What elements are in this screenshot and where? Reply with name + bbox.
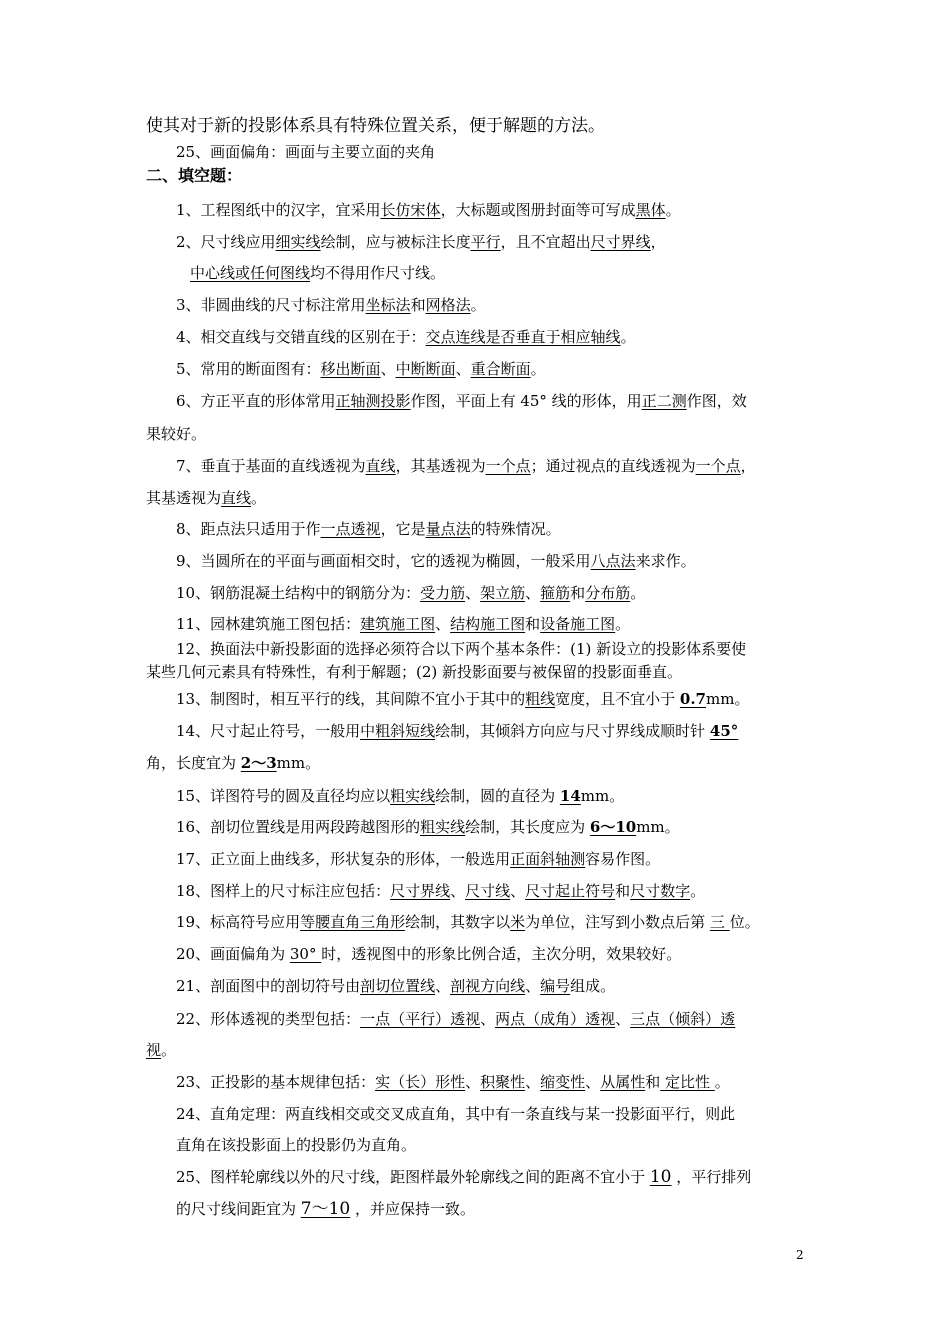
question-11: 11、园林建筑施工图包括：建筑施工图、结构施工图和设备施工图。: [176, 615, 631, 633]
question-25-line-2: 的尺寸线间距宜为 7～10 ，并应保持一致。: [176, 1199, 476, 1219]
section-title: 二、填空题：: [146, 166, 243, 185]
question-14-line-2: 角，长度宜为 2～3mm。: [146, 754, 321, 772]
question-9: 9、当圆所在的平面与画面相交时，它的透视为椭圆，一般采用八点法来求作。: [176, 552, 696, 570]
definition-25: 25、画面偏角：画面与主要立面的夹角: [176, 143, 436, 161]
question-24: 24、直角定理：两直线相交或交叉成直角，其中有一条直线与某一投影面平行，则此: [176, 1105, 736, 1123]
question-23: 23、正投影的基本规律包括：实（长）形性、积聚性、缩变性、从属性和 定比性 。: [176, 1073, 730, 1091]
question-18: 18、图样上的尺寸标注应包括：尺寸界线、尺寸线、尺寸起止符号和尺寸数字。: [176, 882, 706, 900]
question-21: 21、剖面图中的剖切符号由剖切位置线、剖视方向线、编号组成。: [176, 977, 616, 995]
question-7-line-2: 其基透视为直线。: [146, 489, 267, 507]
question-12: 12、换面法中新投影面的选择必须符合以下两个基本条件：(1) 新设立的投影体系要使: [176, 640, 747, 658]
question-13: 13、制图时，相互平行的线，其间隙不宜小于其中的粗线宽度，且不宜小于 0.7mm。: [176, 690, 750, 708]
question-25: 25、图样轮廓线以外的尺寸线，距图样最外轮廓线之间的距离不宜小于 10 ，平行排列: [176, 1167, 752, 1187]
question-22-line-2: 视。: [146, 1041, 177, 1059]
question-14: 14、尺寸起止符号，一般用中粗斜短线绘制，其倾斜方向应与尺寸界线成顺时针 45°: [176, 722, 739, 740]
question-20: 20、画面偏角为 30° 时，透视图中的形象比例合适，主次分明，效果较好。: [176, 945, 682, 963]
page-number: 2: [796, 1248, 804, 1262]
question-1: 1、工程图纸中的汉字，宜采用长仿宋体，大标题或图册封面等可写成黑体。: [176, 201, 681, 219]
question-5: 5、常用的断面图有：移出断面、中断断面、重合断面。: [176, 360, 546, 378]
question-10: 10、钢筋混凝土结构中的钢筋分为：受力筋、架立筋、箍筋和分布筋。: [176, 584, 646, 602]
question-2-line-2: 中心线或任何图线均不得用作尺寸线。: [190, 264, 446, 282]
question-2: 2、尺寸线应用细实线绘制，应与被标注长度平行，且不宜超出尺寸界线，: [176, 233, 666, 251]
question-6: 6、方正平直的形体常用正轴测投影作图，平面上有 45° 线的形体，用正二测作图，效: [176, 392, 747, 410]
question-24-line-2: 直角在该投影面上的投影仍为直角。: [176, 1136, 417, 1154]
question-12-line-2: 某些几何元素具有特殊性，有利于解题；(2) 新投影面要与被保留的投影面垂直。: [146, 663, 683, 681]
question-6-line-2: 果较好。: [146, 425, 207, 443]
question-3: 3、非圆曲线的尺寸标注常用坐标法和网格法。: [176, 296, 486, 314]
question-22: 22、形体透视的类型包括：一点（平行）透视、两点（成角）透视、三点（倾斜）透: [176, 1010, 736, 1028]
question-19: 19、标高符号应用等腰直角三角形绘制，其数字以米为单位，注写到小数点后第 三 位。: [176, 913, 760, 931]
question-7: 7、垂直于基面的直线透视为直线，其基透视为一个点；通过视点的直线透视为一个点，: [176, 457, 756, 475]
paragraph-text: 使其对于新的投影体系具有特殊位置关系，便于解题的方法。: [146, 116, 605, 136]
question-8: 8、距点法只适用于作一点透视，它是量点法的特殊情况。: [176, 520, 561, 538]
question-4: 4、相交直线与交错直线的区别在于：交点连线是否垂直于相应轴线。: [176, 328, 636, 346]
question-17: 17、正立面上曲线多，形状复杂的形体，一般选用正面斜轴测容易作图。: [176, 850, 661, 868]
question-16: 16、剖切位置线是用两段跨越图形的粗实线绘制，其长度应为 6～10mm。: [176, 818, 680, 836]
question-15: 15、详图符号的圆及直径均应以粗实线绘制，圆的直径为 14mm。: [176, 787, 625, 805]
